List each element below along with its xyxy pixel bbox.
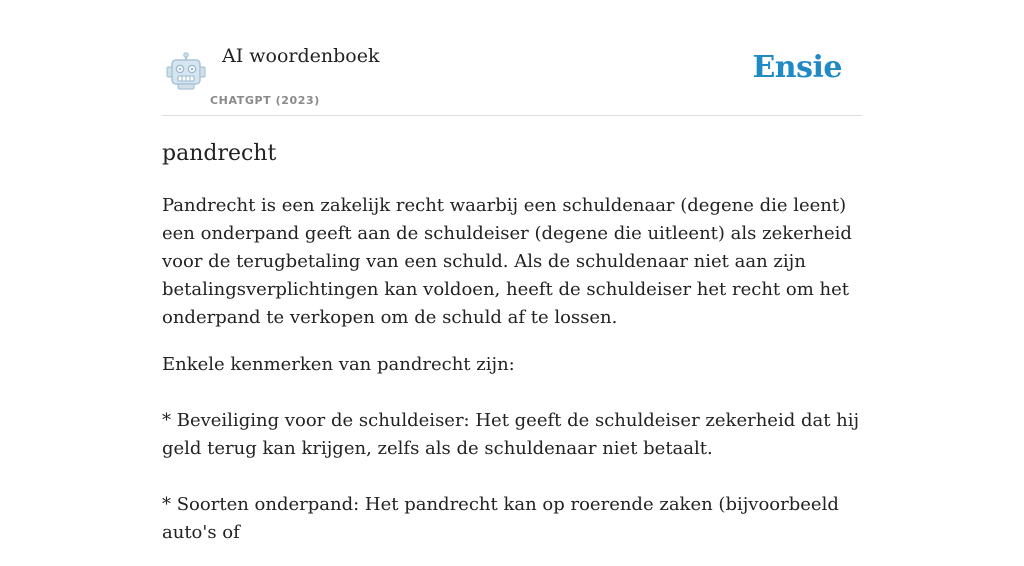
source-title[interactable]: AI woordenboek (222, 45, 380, 67)
list-item: * Beveiliging voor de schuldeiser: Het geeft de schuldeiser zekerheid dat hij geld terug kan krijgen, zelfs als de schuldenaar niet betaalt. (162, 410, 860, 459)
list-item: * Soorten onderpand: Het pandrecht kan op roerende zaken (bijvoorbeeld auto's of (162, 494, 839, 543)
characteristics-intro: Enkele kenmerken van pandrecht zijn: (162, 354, 515, 375)
source-meta: CHATGPT (2023) (210, 94, 320, 107)
spacer (162, 482, 862, 491)
definition-paragraph: Pandrecht is een zakelijk recht waarbij een schuldenaar (degene die leent) een onderpand geeft aan de schuldeiser (degene die uitleent) als zekerheid voor de terugbetaling van een schuld. Als de schuldenaar niet aan zijn betalingsverplichtingen kan voldoen, heeft de schuldeiser het recht om het onderpand te verkopen om de schuld af te lossen. (162, 195, 852, 328)
entry-content (162, 138, 862, 566)
spacer (162, 398, 862, 407)
entry-term: pandrecht (162, 141, 277, 166)
header (162, 0, 862, 116)
robot-icon (166, 52, 206, 90)
brand-logo[interactable]: Ensie (752, 50, 842, 85)
